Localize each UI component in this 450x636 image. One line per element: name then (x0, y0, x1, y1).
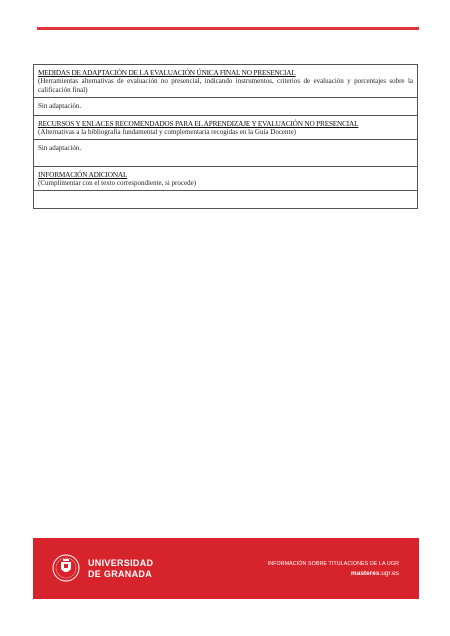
section-header (34, 65, 417, 98)
section-subtitle: (Herramientas alternativas de evaluación no presencial, indicando instrumentos, criterios de evaluación y porcentajes sobre la calificación final) (38, 77, 413, 94)
section-subtitle: (Alternativas a la bibliografía fundamental y complementaria recogidas en la Guía Docente) (38, 128, 296, 136)
section-body: Sin adaptación. (34, 140, 417, 167)
section-title: INFORMACIÓN ADICIONAL (38, 170, 128, 179)
section-evaluation-measures (34, 65, 417, 116)
section-header (34, 167, 417, 191)
top-red-rule (37, 27, 419, 30)
section-title: MEDIDAS DE ADAPTACIÓN DE LA EVALUACIÓN ÚNICA FINAL NO PRESENCIAL (38, 68, 296, 77)
university-name-line2: DE GRANADA (88, 569, 153, 579)
website-bold-part: masteres (350, 570, 380, 577)
section-title: RECURSOS Y ENLACES RECOMENDADOS PARA EL APRENDIZAJE Y EVALUACIÓN NO PRESENCIAL (38, 119, 359, 128)
section-body (34, 191, 417, 208)
university-name-line1: UNIVERSIDAD (88, 558, 154, 568)
university-name (88, 558, 153, 580)
section-subtitle: (Cumplimentar con el texto correspondiente, si procede) (38, 179, 197, 187)
section-body: Sin adaptación. (34, 98, 417, 116)
section-header (34, 116, 417, 140)
titulaciones-info-text: INFORMACIÓN SOBRE TITULACIONES DE LA UGR (267, 561, 399, 567)
footer-banner (33, 538, 419, 599)
university-seal-icon (52, 553, 80, 583)
website-domain-part: .ugr.es (379, 570, 399, 577)
adaptation-table (33, 64, 418, 209)
masteres-website-link[interactable] (351, 570, 399, 577)
section-additional-info (34, 167, 417, 208)
section-resources-links (34, 116, 417, 167)
